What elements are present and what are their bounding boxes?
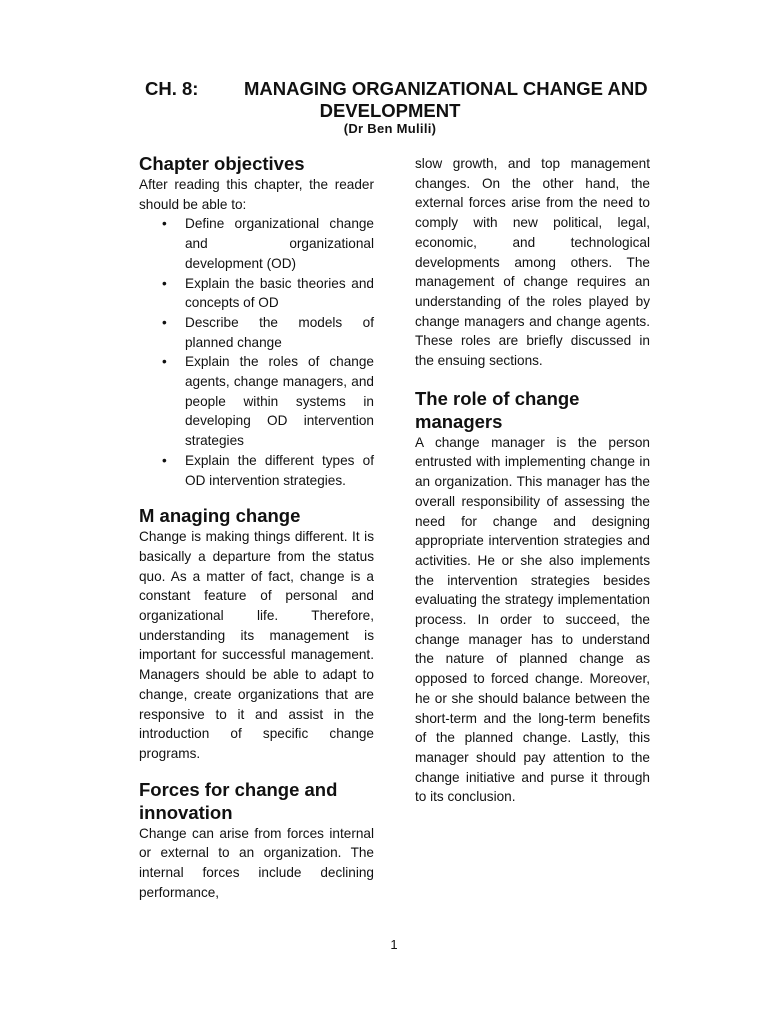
forces-text: Change can arise from forces internal or external to an organization. The internal forces include declining performance, (139, 825, 374, 900)
forces-heading: Forces for change and innovation (139, 778, 338, 823)
chapter-title-line1 (130, 78, 650, 100)
objective-item: • Explain the roles of change agents, change managers, and people within systems in developing OD intervention strategies (139, 352, 374, 451)
left-column (139, 152, 374, 903)
chapter-title-text-line1: MANAGING ORGANIZATIONAL CHANGE AND (244, 78, 648, 99)
objectives-intro: After reading this chapter, the reader should be able to: (139, 177, 374, 212)
objective-item: • Explain the basic theories and concepts of OD (139, 274, 374, 313)
objective-item: • Describe the models of planned change (139, 313, 374, 352)
managing-change-text: Change is making things different. It is basically a departure from the status quo. As a matter of fact, change is a constant feature of personal and organizational life. Therefore, understanding its management is important for successful management. Managers should be able to adapt to change, create organizations that are responsive to it and assist in the introduction of specific change programs. (139, 529, 374, 761)
objectives-list (139, 214, 374, 490)
right-column (415, 154, 650, 807)
role-of-change-managers-text: A change manager is the person entrusted with implementing change in an organization. This manager has the overall responsibility of assessing the need for change and designing appropriate intervention strategies and activities. He or she also implements the intervention strategies besides evaluating the strategy implementation process. In order to succeed, the change manager has to understand the nature of planned change as opposed to forced change. Moreover, he or she should balance between the short-term and the long-term benefits of the planned change. Lastly, this manager should pay attention to the change initiative and purse it through to its conclusion. (415, 434, 650, 805)
objective-item: • Explain the different types of OD intervention strategies. (139, 451, 374, 490)
role-of-change-managers-heading: The role of change managers (415, 387, 580, 432)
forces-text-continued: slow growth, and top management changes. On the other hand, the external forces arise from the need to comply with new political, legal, economic, and technological developments among others. The management of change requires an understanding of the roles played by change managers and change agents. These roles are briefly discussed in the ensuing sections. (415, 156, 650, 369)
chapter-title (130, 78, 650, 122)
chapter-title-line2: DEVELOPMENT (319, 100, 461, 121)
objectives-heading: Chapter objectives (139, 153, 305, 174)
chapter-author: (Dr Ben Mulili) (343, 121, 437, 136)
managing-change-heading: M anaging change (139, 505, 301, 527)
chapter-number: CH. 8: (145, 78, 199, 99)
page-number: 1 (390, 937, 398, 952)
objective-item: • Define organizational change and organizational development (OD) (139, 214, 374, 273)
